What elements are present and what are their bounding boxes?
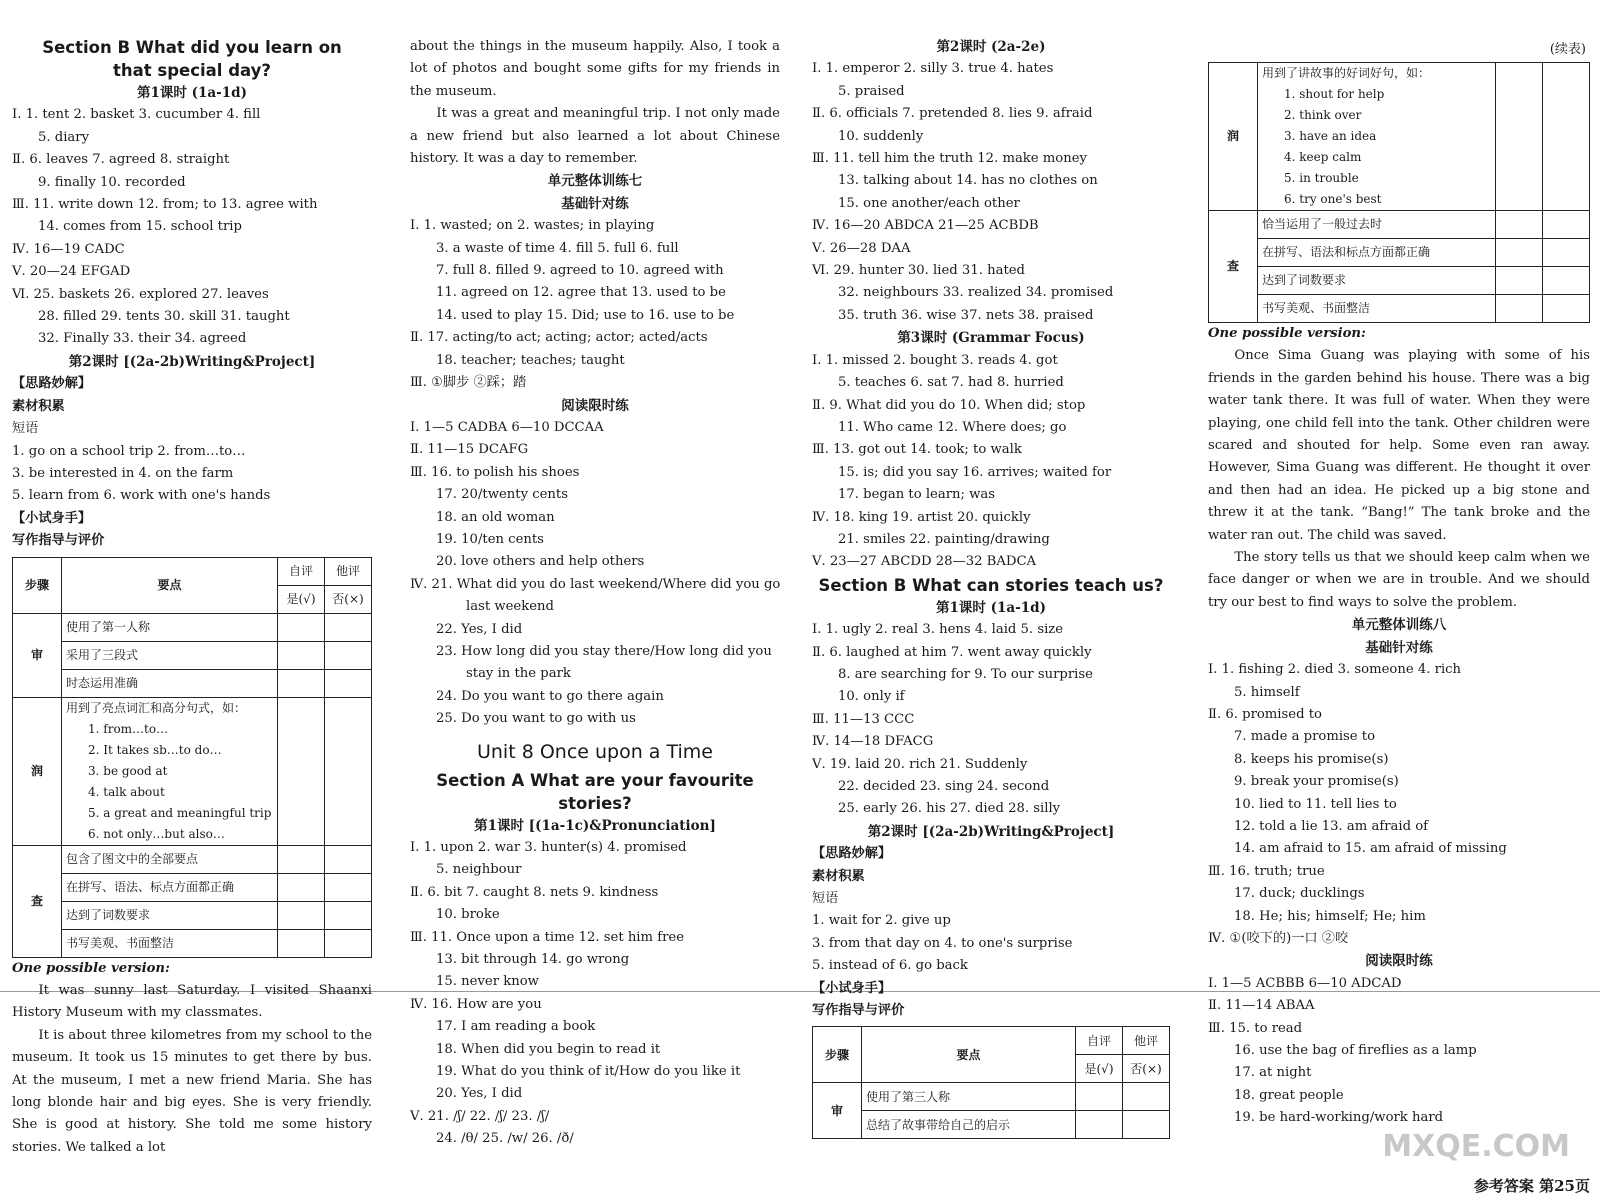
subheading: 写作指导与评价: [812, 1003, 905, 1019]
column-2: [410, 36, 780, 1151]
th-point: 要点: [862, 1027, 1076, 1083]
answer-line: 21. smiles 22. painting/drawing: [838, 531, 1050, 547]
answer-line: 11. Who came 12. Where does; go: [838, 419, 1067, 435]
step-cell: 查: [1209, 211, 1258, 323]
answer-line: 18. teacher; teaches; taught: [436, 352, 625, 368]
lesson-heading: 第1课时 [(1a-1c)&Pronunciation]: [474, 817, 716, 834]
answer-line: 32. neighbours 33. realized 34. promised: [838, 285, 1114, 301]
step-cell: 审: [813, 1083, 862, 1139]
answer-line: 9. break your promise(s): [1234, 774, 1399, 790]
answer-line: Ⅳ. 21. What did you do last weekend/Where did you go: [410, 576, 781, 592]
answer-line: 7. full 8. filled 9. agreed to 10. agreed with: [436, 263, 724, 279]
point-item: 5. in trouble: [1284, 171, 1359, 185]
answer-line: Ⅱ. 17. acting/to act; acting; actor; acted/acts: [410, 330, 708, 346]
essay-paragraph: The story tells us that we should keep calm when we face danger or when we are in trouble. And we should try our best to find ways to solve the problem.: [1208, 550, 1590, 610]
point-cell: 在拼写、语法和标点方面都正确: [1258, 239, 1496, 267]
answer-line: Ⅲ. 16. truth; true: [1208, 863, 1325, 879]
answer-line: 15. never know: [436, 974, 539, 990]
subheading: 【小试身手】: [12, 510, 92, 526]
column-1: [12, 36, 372, 1159]
answer-line: 18. When did you begin to read it: [436, 1041, 661, 1057]
answer-line: 14. used to play 15. Did; use to 16. use to be: [436, 307, 735, 323]
point-item: 用到了亮点词汇和高分句式，如：: [66, 700, 247, 715]
point-item: 3. have an idea: [1284, 129, 1377, 143]
answer-line: 10. lied to 11. tell lies to: [1234, 796, 1397, 812]
answer-line: Ⅲ. ①脚步 ②踩；踏: [410, 375, 527, 391]
answer-line: 15. is; did you say 16. arrives; waited for: [838, 464, 1112, 480]
answer-line: 13. bit through 14. go wrong: [436, 952, 630, 968]
answer-line: 5. praised: [838, 83, 905, 99]
section-title: Section B What can stories teach us?: [818, 575, 1164, 595]
phrase-line: 3. from that day on 4. to one's surprise: [812, 935, 1073, 951]
answer-line: Ⅳ. 16—20 ABDCA 21—25 ACBDB: [812, 218, 1039, 234]
answer-line: 14. comes from 15. school trip: [38, 219, 242, 235]
answer-line: Ⅴ. 19. laid 20. rich 21. Suddenly: [812, 756, 1028, 772]
practice-title: 基础针对练: [1365, 639, 1433, 656]
answer-line: 28. filled 29. tents 30. skill 31. taught: [38, 309, 290, 325]
answer-line: Ⅵ. 25. baskets 26. explored 27. leaves: [12, 286, 269, 302]
answer-line: Ⅳ. 16. How are you: [410, 996, 542, 1012]
phrase-line: 1. wait for 2. give up: [812, 913, 951, 929]
answer-line: Ⅳ. 18. king 19. artist 20. quickly: [812, 509, 1031, 525]
version-label: One possible version:: [12, 960, 170, 976]
th-yes: 是(√): [278, 585, 325, 613]
answer-line: Ⅰ. 1. upon 2. war 3. hunter(s) 4. promised: [410, 840, 687, 855]
answer-line: 16. use the bag of fireflies as a lamp: [1234, 1043, 1477, 1058]
subheading: 【思路妙解】: [12, 376, 92, 392]
answer-line: Ⅱ. 6. laughed at him 7. went away quickly: [812, 644, 1092, 660]
answer-line: Ⅰ. 1. missed 2. bought 3. reads 4. got: [812, 352, 1058, 368]
essay-paragraph: It was a great and meaningful trip. I not only made a new friend but also learned a lot about Chinese history. It was a day to remember.: [410, 106, 780, 167]
th-self: 自评: [1076, 1027, 1123, 1055]
answer-line: Ⅰ. 1. tent 2. basket 3. cucumber 4. fill: [12, 107, 261, 123]
answer-line: stay in the park: [466, 666, 571, 682]
lesson-heading: 第2课时 [(2a-2b)Writing&Project]: [68, 353, 316, 370]
answer-line: Ⅴ. 23—27 ABCDD 28—32 BADCA: [812, 554, 1037, 570]
phrase-line: 5. learn from 6. work with one's hands: [12, 488, 271, 504]
answer-line: 3. a waste of time 4. fill 5. full 6. full: [436, 240, 679, 256]
point-cell: 达到了词数要求: [62, 901, 278, 929]
answer-line: 20. love others and help others: [436, 554, 645, 570]
answer-line: Ⅵ. 29. hunter 30. lied 31. hated: [812, 263, 1025, 279]
point-cell: 时态运用准确: [62, 669, 278, 697]
point-cell: 书写美观、书面整洁: [62, 929, 278, 957]
point-item: 4. talk about: [88, 784, 165, 799]
th-peer: 他评: [325, 557, 372, 585]
answer-line: 8. are searching for 9. To our surprise: [838, 666, 1093, 682]
answer-line: Ⅳ. 14—18 DFACG: [812, 734, 934, 750]
answer-line: 17. began to learn; was: [838, 487, 996, 503]
subheading: 【小试身手】: [812, 980, 892, 996]
answer-line: Ⅲ. 11. Once upon a time 12. set him free: [410, 929, 685, 945]
section-title: that special day?: [113, 61, 271, 80]
point-item: 6. try one's best: [1284, 192, 1382, 206]
unit-training-title: 单元整体训练八: [1351, 617, 1447, 634]
answer-line: 5. teaches 6. sat 7. had 8. hurried: [838, 375, 1064, 391]
point-item: 用到了讲故事的好词好句，如：: [1262, 66, 1431, 80]
reading-title: 阅读限时练: [561, 397, 629, 414]
point-cell: 在拼写、语法、标点方面都正确: [62, 873, 278, 901]
answer-line: 35. truth 36. wise 37. nets 38. praised: [838, 307, 1094, 323]
answer-line: 13. talking about 14. has no clothes on: [838, 173, 1098, 189]
answer-line: 10. suddenly: [838, 128, 924, 144]
th-step: 步骤: [13, 557, 62, 613]
essay-paragraph: It was sunny last Saturday. I visited Shaanxi History Museum with my classmates.: [12, 982, 372, 1021]
section-title: Section B What did you learn on: [42, 38, 342, 57]
answer-line: 17. 20/twenty cents: [436, 487, 568, 503]
subheading: 写作指导与评价: [12, 533, 105, 549]
point-item: 1. shout for help: [1284, 87, 1385, 101]
answer-line: Ⅳ. ①(咬下的)一口 ②咬: [1208, 930, 1349, 946]
lesson-heading: 第2课时 (2a-2e): [936, 39, 1046, 55]
point-item: 6. not only…but also…: [88, 826, 225, 841]
th-self: 自评: [278, 557, 325, 585]
lesson-heading: 第1课时 (1a-1d): [936, 599, 1046, 616]
answer-line: 32. Finally 33. their 34. agreed: [38, 331, 247, 347]
answer-line: 22. Yes, I did: [436, 621, 523, 637]
step-cell: 查: [13, 845, 62, 957]
subheading: 【思路妙解】: [812, 846, 892, 862]
lesson-heading: 第1课时 (1a-1d): [137, 85, 247, 101]
point-cell: 总结了故事带给自己的启示: [862, 1111, 1076, 1139]
answer-line: Ⅳ. 16—19 CADC: [12, 241, 125, 257]
practice-title: 基础针对练: [561, 195, 629, 212]
answer-line: 18. an old woman: [436, 509, 555, 525]
answer-line: 5. neighbour: [436, 862, 522, 878]
point-cell: 采用了三段式: [62, 641, 278, 669]
answer-line: Ⅱ. 6. bit 7. caught 8. nets 9. kindness: [410, 884, 659, 900]
answer-line: 15. one another/each other: [838, 195, 1020, 211]
answer-line: 5. himself: [1234, 684, 1300, 700]
answer-line: Ⅰ. 1. wasted; on 2. wastes; in playing: [410, 218, 655, 234]
th-point: 要点: [62, 557, 278, 613]
th-peer: 他评: [1123, 1027, 1170, 1055]
point-item: 5. a great and meaningful trip: [88, 805, 272, 820]
page-number: 参考答案 第25页: [1473, 1177, 1590, 1195]
point-item: 2. think over: [1284, 108, 1362, 122]
column-4: [1208, 62, 1590, 1130]
answer-line: 17. I am reading a book: [436, 1019, 596, 1035]
answer-line: 17. at night: [1234, 1065, 1312, 1081]
subheading: 素材积累: [12, 398, 65, 414]
point-cell: 使用了第三人称: [862, 1083, 1076, 1111]
unit-title: Unit 8 Once upon a Time: [476, 740, 713, 763]
answer-line: Ⅰ. 1. emperor 2. silly 3. true 4. hates: [812, 61, 1054, 77]
unit-training-title: 单元整体训练七: [547, 173, 643, 190]
answer-line: Ⅱ. 9. What did you do 10. When did; stop: [812, 397, 1086, 413]
point-item: 4. keep calm: [1284, 150, 1362, 164]
answer-line: 18. great people: [1234, 1087, 1344, 1103]
phrase-line: 3. be interested in 4. on the farm: [12, 465, 234, 481]
answer-line: 19. be hard-working/work hard: [1234, 1110, 1444, 1126]
answer-line: 10. only if: [838, 689, 905, 705]
answer-line: 10. broke: [436, 907, 500, 923]
answer-line: Ⅲ. 15. to read: [1208, 1020, 1303, 1036]
point-cell: 包含了图文中的全部要点: [62, 845, 278, 873]
answer-line: 25. Do you want to go with us: [436, 711, 636, 727]
lesson-heading: 第3课时 (Grammar Focus): [897, 330, 1085, 347]
answer-line: Ⅱ. 11—15 DCAFG: [410, 442, 529, 458]
writing-guide-table: [12, 557, 372, 958]
column-3: [812, 36, 1170, 1139]
point-cell: 使用了第一人称: [62, 613, 278, 641]
point-cell: 恰当运用了一般过去时: [1258, 211, 1496, 239]
answer-line: 7. made a promise to: [1234, 729, 1376, 745]
answer-line: 12. told a lie 13. am afraid of: [1234, 818, 1429, 834]
essay-paragraph: It is about three kilometres from my school to the museum. It took us 15 minutes to get there by bus. At the museum, I met a new friend Maria. She has long blonde hair and big eyes. She is very friendly. She is good at history. She told me some history stories. We talked a lot: [12, 1027, 372, 1155]
essay-paragraph: Once Sima Guang was playing with some of his friends in the garden behind his house. There was a big water tank there. It was full of water. When they were playing, one child fell into the tank. Other children were scared and shouted for help. Some even ran away. However, Sima Guang was different. He thought it over and then had an idea. He picked up a big stone and threw it at the tank. “Bang!” The tank broke and the water ran out. The child was saved.: [1208, 348, 1590, 543]
answer-line: 20. Yes, I did: [436, 1086, 523, 1102]
answer-line: Ⅴ. 26—28 DAA: [812, 240, 911, 256]
point-item: 2. It takes sb…to do…: [88, 742, 222, 757]
answer-line: Ⅰ. 1. fishing 2. died 3. someone 4. rich: [1208, 662, 1462, 678]
answer-line: Ⅲ. 11. write down 12. from; to 13. agree with: [12, 197, 318, 213]
point-cell: 书写美观、书面整洁: [1258, 295, 1496, 323]
point-item: 3. be good at: [88, 763, 168, 778]
point-cell: 达到了词数要求: [1258, 267, 1496, 295]
answer-line: 24. Do you want to go there again: [436, 688, 664, 704]
answer-line: Ⅱ. 6. officials 7. pretended 8. lies 9. afraid: [812, 106, 1093, 122]
phrase-line: 1. go on a school trip 2. from…to…: [12, 443, 246, 459]
answer-line: Ⅲ. 11. tell him the truth 12. make money: [812, 151, 1087, 167]
th-step: 步骤: [813, 1027, 862, 1083]
answer-line: Ⅱ. 6. promised to: [1208, 706, 1322, 722]
answer-line: Ⅰ. 1. ugly 2. real 3. hens 4. laid 5. size: [812, 622, 1064, 638]
answer-line: Ⅴ. 20—24 EFGAD: [12, 264, 131, 280]
answer-line: 18. He; his; himself; He; him: [1234, 908, 1426, 924]
step-cell: 审: [13, 613, 62, 697]
subheading: 短语: [12, 421, 39, 437]
phrase-line: 5. instead of 6. go back: [812, 958, 968, 974]
section-title: Section A What are your favourite stories?: [436, 770, 754, 813]
th-no: 否(×): [325, 585, 372, 613]
answer-line: 19. 10/ten cents: [436, 531, 544, 547]
answer-line: Ⅲ. 11—13 CCC: [812, 711, 915, 727]
th-yes: 是(√): [1076, 1055, 1123, 1083]
answer-line: 14. am afraid to 15. am afraid of missing: [1234, 841, 1507, 857]
answer-line: Ⅰ. 1—5 CADBA 6—10 DCCAA: [410, 419, 604, 435]
essay-paragraph: about the things in the museum happily. Also, I took a lot of photos and bought some gifts for my friends in the museum.: [410, 39, 780, 99]
writing-guide-table-continued: [1208, 62, 1590, 323]
lesson-heading: 第2课时 [(2a-2b)Writing&Project]: [867, 823, 1115, 840]
answer-line: Ⅱ. 11—14 ABAA: [1208, 998, 1315, 1014]
answer-line: Ⅲ. 16. to polish his shoes: [410, 464, 580, 480]
answer-line: Ⅲ. 13. got out 14. took; to walk: [812, 442, 1022, 458]
answer-line: 9. finally 10. recorded: [38, 174, 186, 190]
watermark-logo: MXQE.COM: [1382, 1129, 1570, 1164]
version-label: One possible version:: [1208, 326, 1366, 341]
answer-line: 22. decided 23. sing 24. second: [838, 779, 1050, 794]
step-cell: 润: [13, 697, 62, 845]
answer-line: Ⅰ. 1—5 ACBBB 6—10 ADCAD: [1208, 975, 1402, 991]
writing-guide-table: [812, 1026, 1170, 1139]
point-item: 1. from…to…: [88, 721, 169, 736]
answer-line: 25. early 26. his 27. died 28. silly: [838, 801, 1061, 817]
answer-line: Ⅱ. 6. leaves 7. agreed 8. straight: [12, 152, 230, 168]
answer-line: last weekend: [466, 599, 554, 615]
answer-line: 11. agreed on 12. agree that 13. used to be: [436, 285, 726, 301]
answer-line: 8. keeps his promise(s): [1234, 751, 1389, 767]
answer-line: 19. What do you think of it/How do you like it: [436, 1064, 741, 1080]
answer-line: 17. duck; ducklings: [1234, 886, 1365, 902]
answer-line: 23. How long did you stay there/How long did you: [436, 643, 772, 659]
step-cell: 润: [1209, 63, 1258, 211]
reading-title: 阅读限时练: [1365, 953, 1433, 970]
continued-label: (续表): [1549, 42, 1586, 57]
th-no: 否(×): [1123, 1055, 1170, 1083]
subheading: 素材积累: [812, 868, 865, 884]
answer-line: 5. diary: [38, 129, 90, 145]
answer-line: 24. /θ/ 25. /w/ 26. /ð/: [436, 1131, 574, 1147]
subheading: 短语: [812, 891, 839, 907]
answer-line: Ⅴ. 21. /ʃ/ 22. /ʃ/ 23. /ʃ/: [410, 1108, 550, 1124]
